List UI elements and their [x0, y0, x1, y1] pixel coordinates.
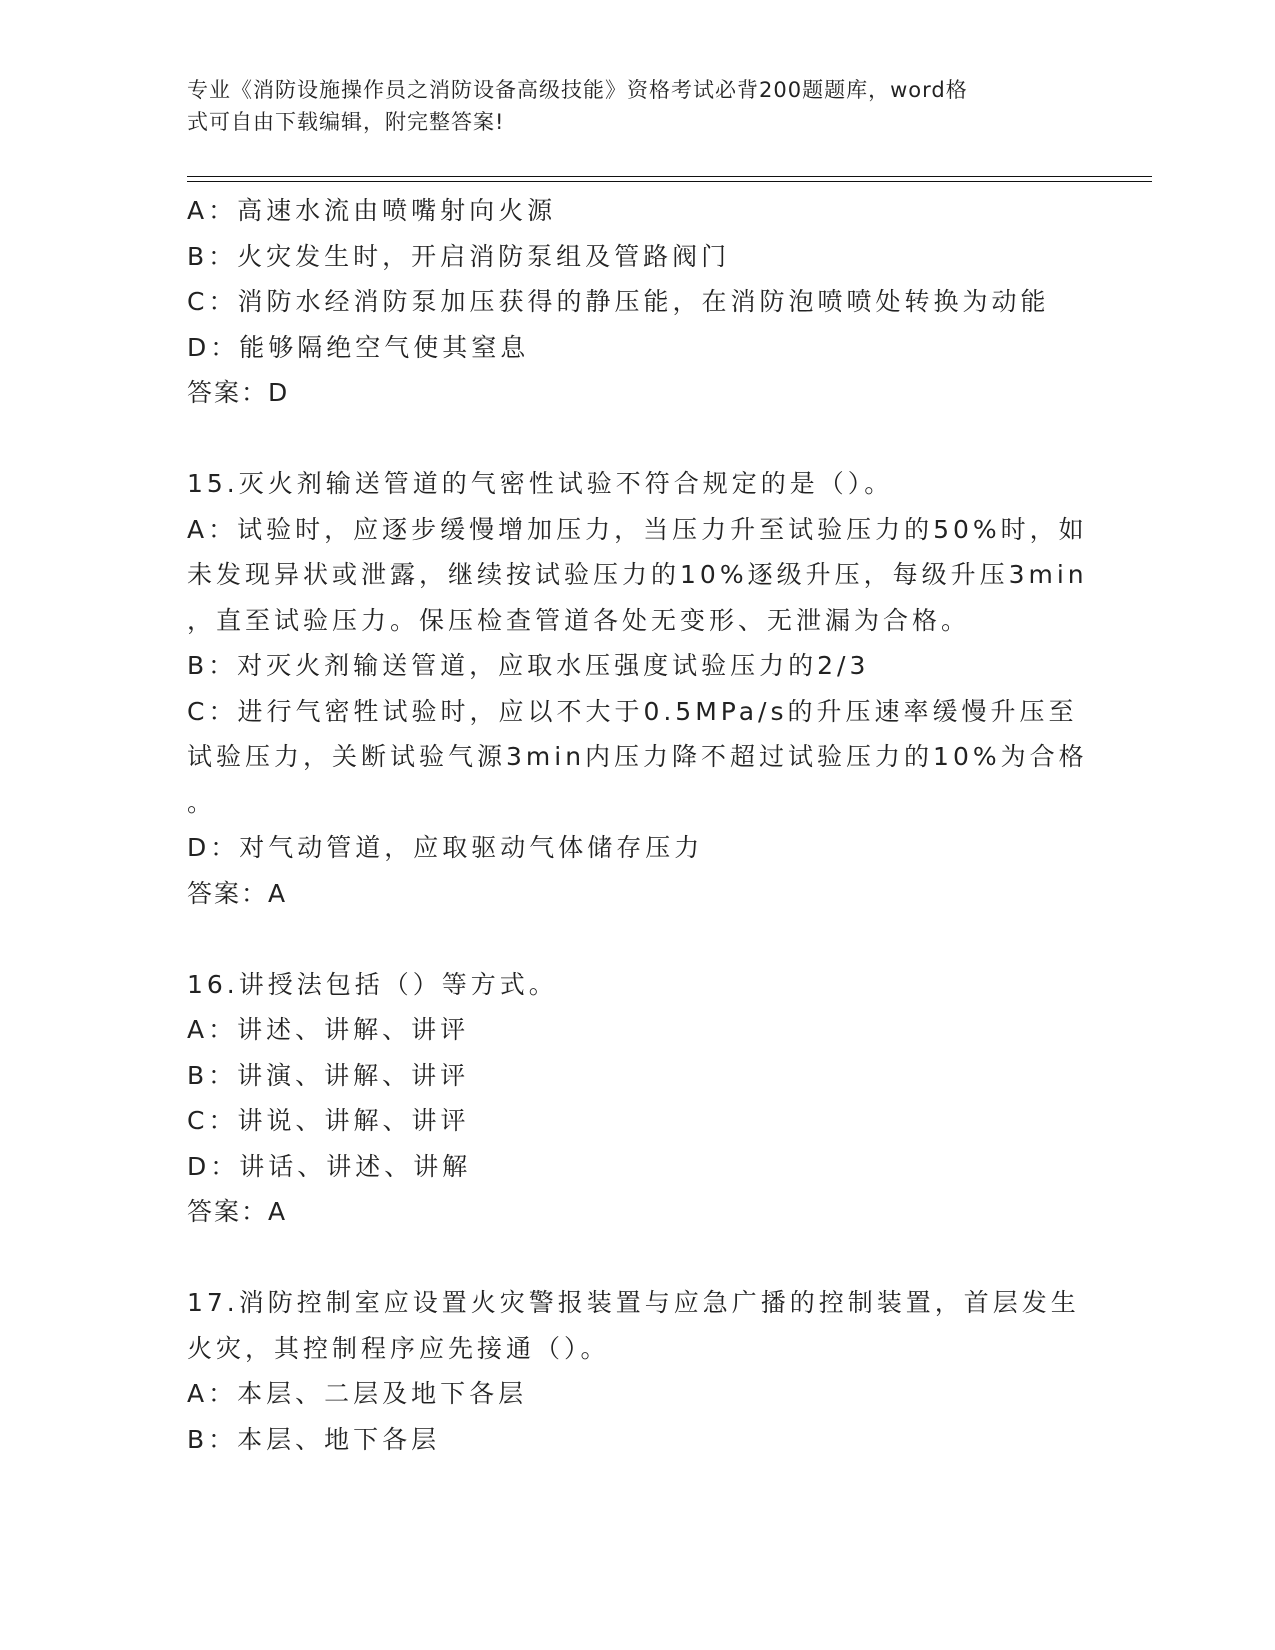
answer: 答案：A: [187, 1197, 288, 1226]
header-line-2: 式可自由下载编辑，附完整答案!: [187, 110, 505, 134]
option-b: B：讲演、讲解、讲评: [187, 1060, 470, 1090]
option-c-line-1: C：进行气密牲试验时，应以不大于0.5MPa/s的升压速率缓慢升压至: [187, 696, 1078, 726]
question-stem: 16.讲授法包括（）等方式。: [187, 969, 558, 999]
answer: 答案：D: [187, 378, 290, 407]
option-a: A：本层、二层及地下各层: [187, 1379, 528, 1408]
option-b: B：对灭火剂输送管道，应取水压强度试验压力的2/3: [187, 651, 870, 680]
header-divider-top: [187, 176, 1152, 177]
option-a-line-1: A：试验时，应逐步缓慢增加压力，当压力升至试验压力的50%时，如: [187, 514, 1088, 544]
option-a: A：高速水流由喷嘴射向火源: [187, 196, 557, 225]
option-c: C：讲说、讲解、讲评: [187, 1106, 470, 1135]
question-block-16: [187, 962, 1087, 1235]
document-header: [187, 74, 1087, 138]
header-line-1: 专业《消防设施操作员之消防设备高级技能》资格考试必背200题题库，word格: [187, 78, 968, 102]
question-block-15: [187, 461, 1087, 916]
option-a: A：讲述、讲解、讲评: [187, 1015, 470, 1044]
option-b: B：本层、地下各层: [187, 1424, 441, 1454]
question-stem-line-2: 火灾，其控制程序应先接通（）。: [187, 1333, 610, 1363]
question-block-14: [187, 188, 1087, 416]
document-body: [187, 188, 1087, 1462]
option-a-line-2: 未发现异状或泄露，继续按试验压力的10%逐级升压，每级升压3min: [187, 560, 1088, 589]
option-b: B：火灾发生时，开启消防泵组及管路阀门: [187, 241, 731, 271]
question-stem-line-1: 17.消防控制室应设置火灾警报装置与应急广播的控制装置，首层发生: [187, 1288, 1080, 1317]
question-block-17: [187, 1280, 1087, 1462]
option-a-line-3: ，直至试验压力。保压检查管道各处无变形、无泄漏为合格。: [187, 605, 971, 635]
option-c: C：消防水经消防泵加压获得的静压能，在消防泡喷喷处转换为动能: [187, 287, 1050, 316]
option-d: D：讲话、讲述、讲解: [187, 1151, 472, 1181]
option-c-line-2: 试验压力，关断试验气源3min内压力降不超过试验压力的10%为合格: [187, 742, 1088, 771]
option-d: D：能够隔绝空气使其窒息: [187, 332, 530, 362]
option-c-line-3: 。: [187, 787, 217, 817]
header-divider-bottom: [187, 181, 1152, 182]
question-stem: 15.灭火剂输送管道的气密性试验不符合规定的是（）。: [187, 469, 894, 498]
option-d: D：对气动管道，应取驱动气体储存压力: [187, 833, 704, 862]
answer: 答案：A: [187, 878, 288, 908]
